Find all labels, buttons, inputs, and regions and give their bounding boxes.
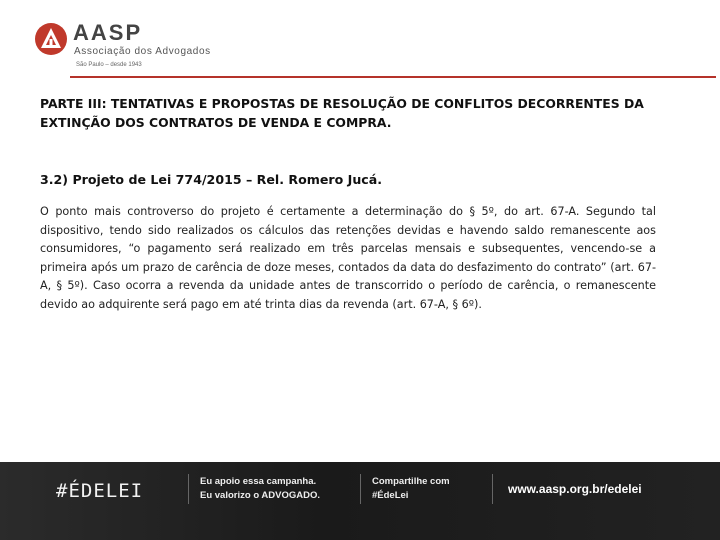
campaign-hashtag: #ÉDELEI [56, 480, 144, 502]
campaign-url-link[interactable]: www.aasp.org.br/edelei [508, 482, 642, 496]
header-divider [70, 76, 716, 78]
banner-divider [492, 474, 493, 504]
brand-tagline: Associação dos Advogados [74, 46, 211, 57]
section-heading: PARTE III: TENTATIVAS E PROPOSTAS DE RESOLUÇÃO DE CONFLITOS DECORRENTES DA EXTINÇÃO DOS CONTRATOS DE VENDA E COMPRA. [40, 96, 644, 130]
campaign-line-2: Eu valorizo o ADVOGADO. [200, 490, 320, 501]
share-line-1: Compartilhe com [372, 476, 450, 487]
banner-divider [360, 474, 361, 504]
share-line-2: #ÉdeLei [372, 490, 409, 501]
aasp-logo-icon [34, 22, 68, 56]
document-body [40, 94, 656, 315]
brand-name: AASP [73, 20, 143, 45]
campaign-line-1: Eu apoio essa campanha. [200, 476, 317, 487]
share-text [372, 475, 450, 503]
banner-divider [188, 474, 189, 504]
body-paragraph: O ponto mais controverso do projeto é certamente a determinação do § 5º, do art. 67-A. Segundo tal dispositivo, tendo sido realizados os cálculos das retenções devidas e havendo saldo remanescente aos consumidores, “o pagamento será realizado em três parcelas mensais e subsequentes, vencendo-se a primeira após um prazo de carência de doze meses, contados da data do desfazimento do contrato” (art. 67-A, § 5º). Caso ocorra a revenda da unidade antes de transcorrido o período de carência, o remanescente devido ao adquirente será pago em até trinta dias da revenda (art. 67-A, § 6º). [40, 205, 656, 311]
campaign-text [200, 475, 320, 503]
header [0, 0, 720, 84]
campaign-banner [0, 462, 720, 540]
section-subheading: 3.2) Projeto de Lei 774/2015 – Rel. Romero Jucá. [40, 172, 383, 187]
brand-since: São Paulo – desde 1943 [76, 62, 142, 68]
